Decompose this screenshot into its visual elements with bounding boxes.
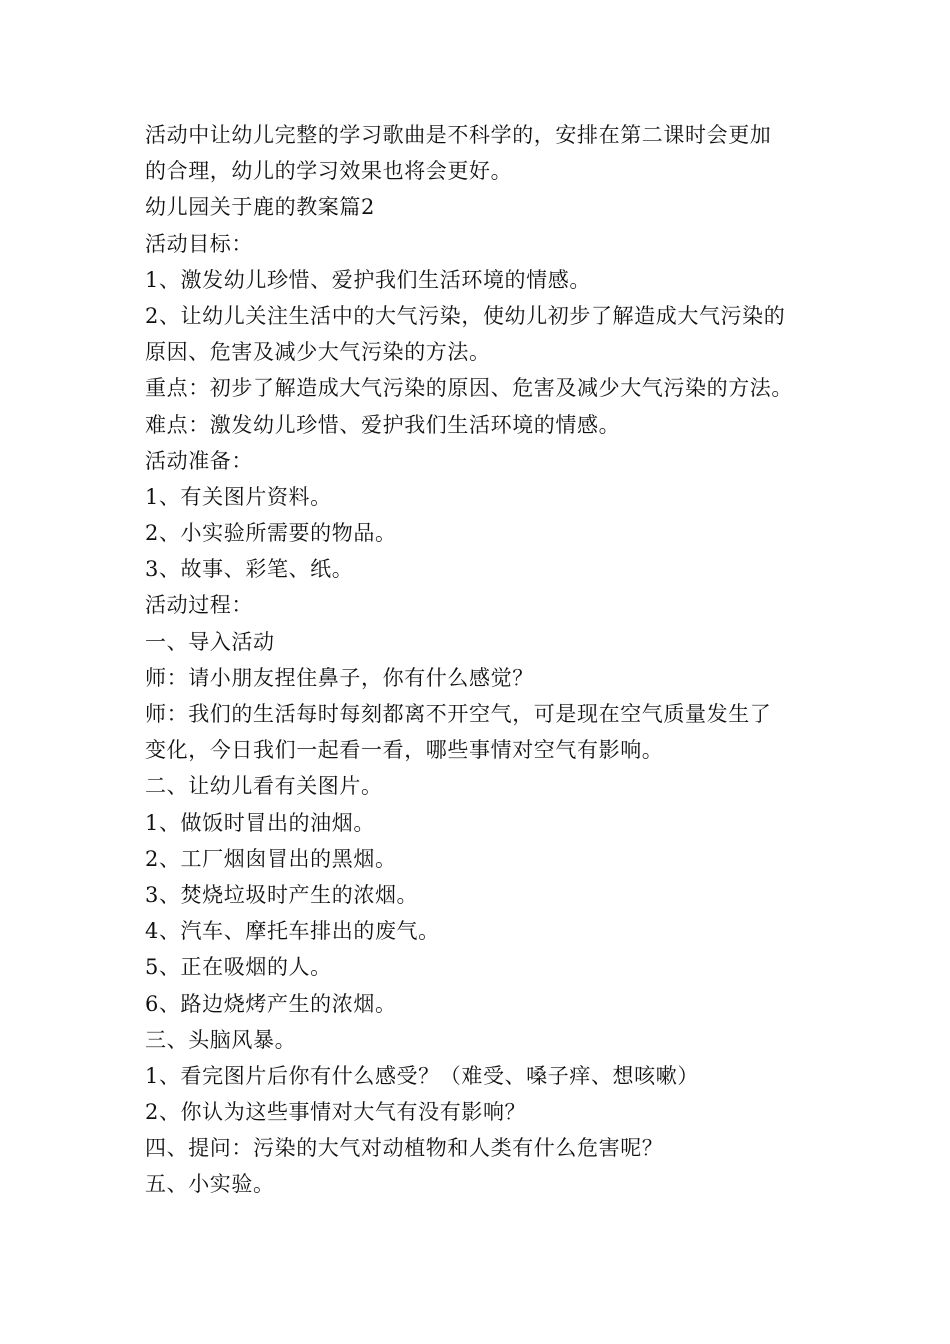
- text-line: 原因、危害及减少大气污染的方法。: [145, 340, 491, 365]
- text-line: 五、小实验。: [145, 1172, 275, 1197]
- text-line: 难点：激发幼儿珍惜、爱护我们生活环境的情感。: [145, 412, 621, 437]
- text-line: 师：请小朋友捏住鼻子，你有什么感觉？: [145, 665, 534, 690]
- text-line: 活动准备：: [145, 448, 253, 473]
- text-line: 变化，今日我们一起看一看，哪些事情对空气有影响。: [145, 738, 664, 763]
- list-item: 5、正在吸烟的人。: [145, 955, 332, 980]
- list-item: 6、路边烧烤产生的浓烟。: [145, 991, 397, 1016]
- text-line: 一、导入活动: [145, 629, 275, 654]
- list-item: 4、汽车、摩托车排出的废气。: [145, 919, 440, 944]
- text-line: 活动中让幼儿完整的学习歌曲是不科学的，安排在第二课时会更加: [145, 123, 772, 147]
- text-line: 活动过程：: [145, 593, 253, 618]
- text-line: 四、提问：污染的大气对动植物和人类有什么危害呢？: [145, 1136, 664, 1161]
- list-item: 1、有关图片资料。: [145, 484, 332, 509]
- text-line: 三、头脑风暴。: [145, 1027, 297, 1052]
- text-line: 的合理，幼儿的学习效果也将会更好。: [145, 159, 513, 184]
- document-body: [145, 117, 815, 1203]
- list-item: 2、你认为这些事情对大气有没有影响？: [145, 1100, 527, 1125]
- text-line: 活动目标：: [145, 231, 253, 256]
- list-item: 2、让幼儿关注生活中的大气污染，使幼儿初步了解造成大气污染的: [145, 303, 786, 328]
- list-item: 1、做饭时冒出的油烟。: [145, 810, 375, 835]
- text-line: 重点：初步了解造成大气污染的原因、危害及减少大气污染的方法。: [145, 376, 793, 401]
- list-item: 3、焚烧垃圾时产生的浓烟。: [145, 882, 419, 907]
- list-item: 2、小实验所需要的物品。: [145, 521, 397, 546]
- list-item: 3、故事、彩笔、纸。: [145, 557, 354, 582]
- list-item: 1、激发幼儿珍惜、爱护我们生活环境的情感。: [145, 267, 591, 292]
- section-heading: 幼儿园关于鹿的教案篇2: [145, 195, 375, 220]
- list-item: 2、工厂烟囱冒出的黑烟。: [145, 846, 397, 871]
- text-line: 师：我们的生活每时每刻都离不开空气，可是现在空气质量发生了: [145, 702, 772, 726]
- list-item: 1、看完图片后你有什么感受？（难受、嗓子痒、想咳嗽）: [145, 1063, 699, 1088]
- text-line: 二、让幼儿看有关图片。: [145, 774, 383, 799]
